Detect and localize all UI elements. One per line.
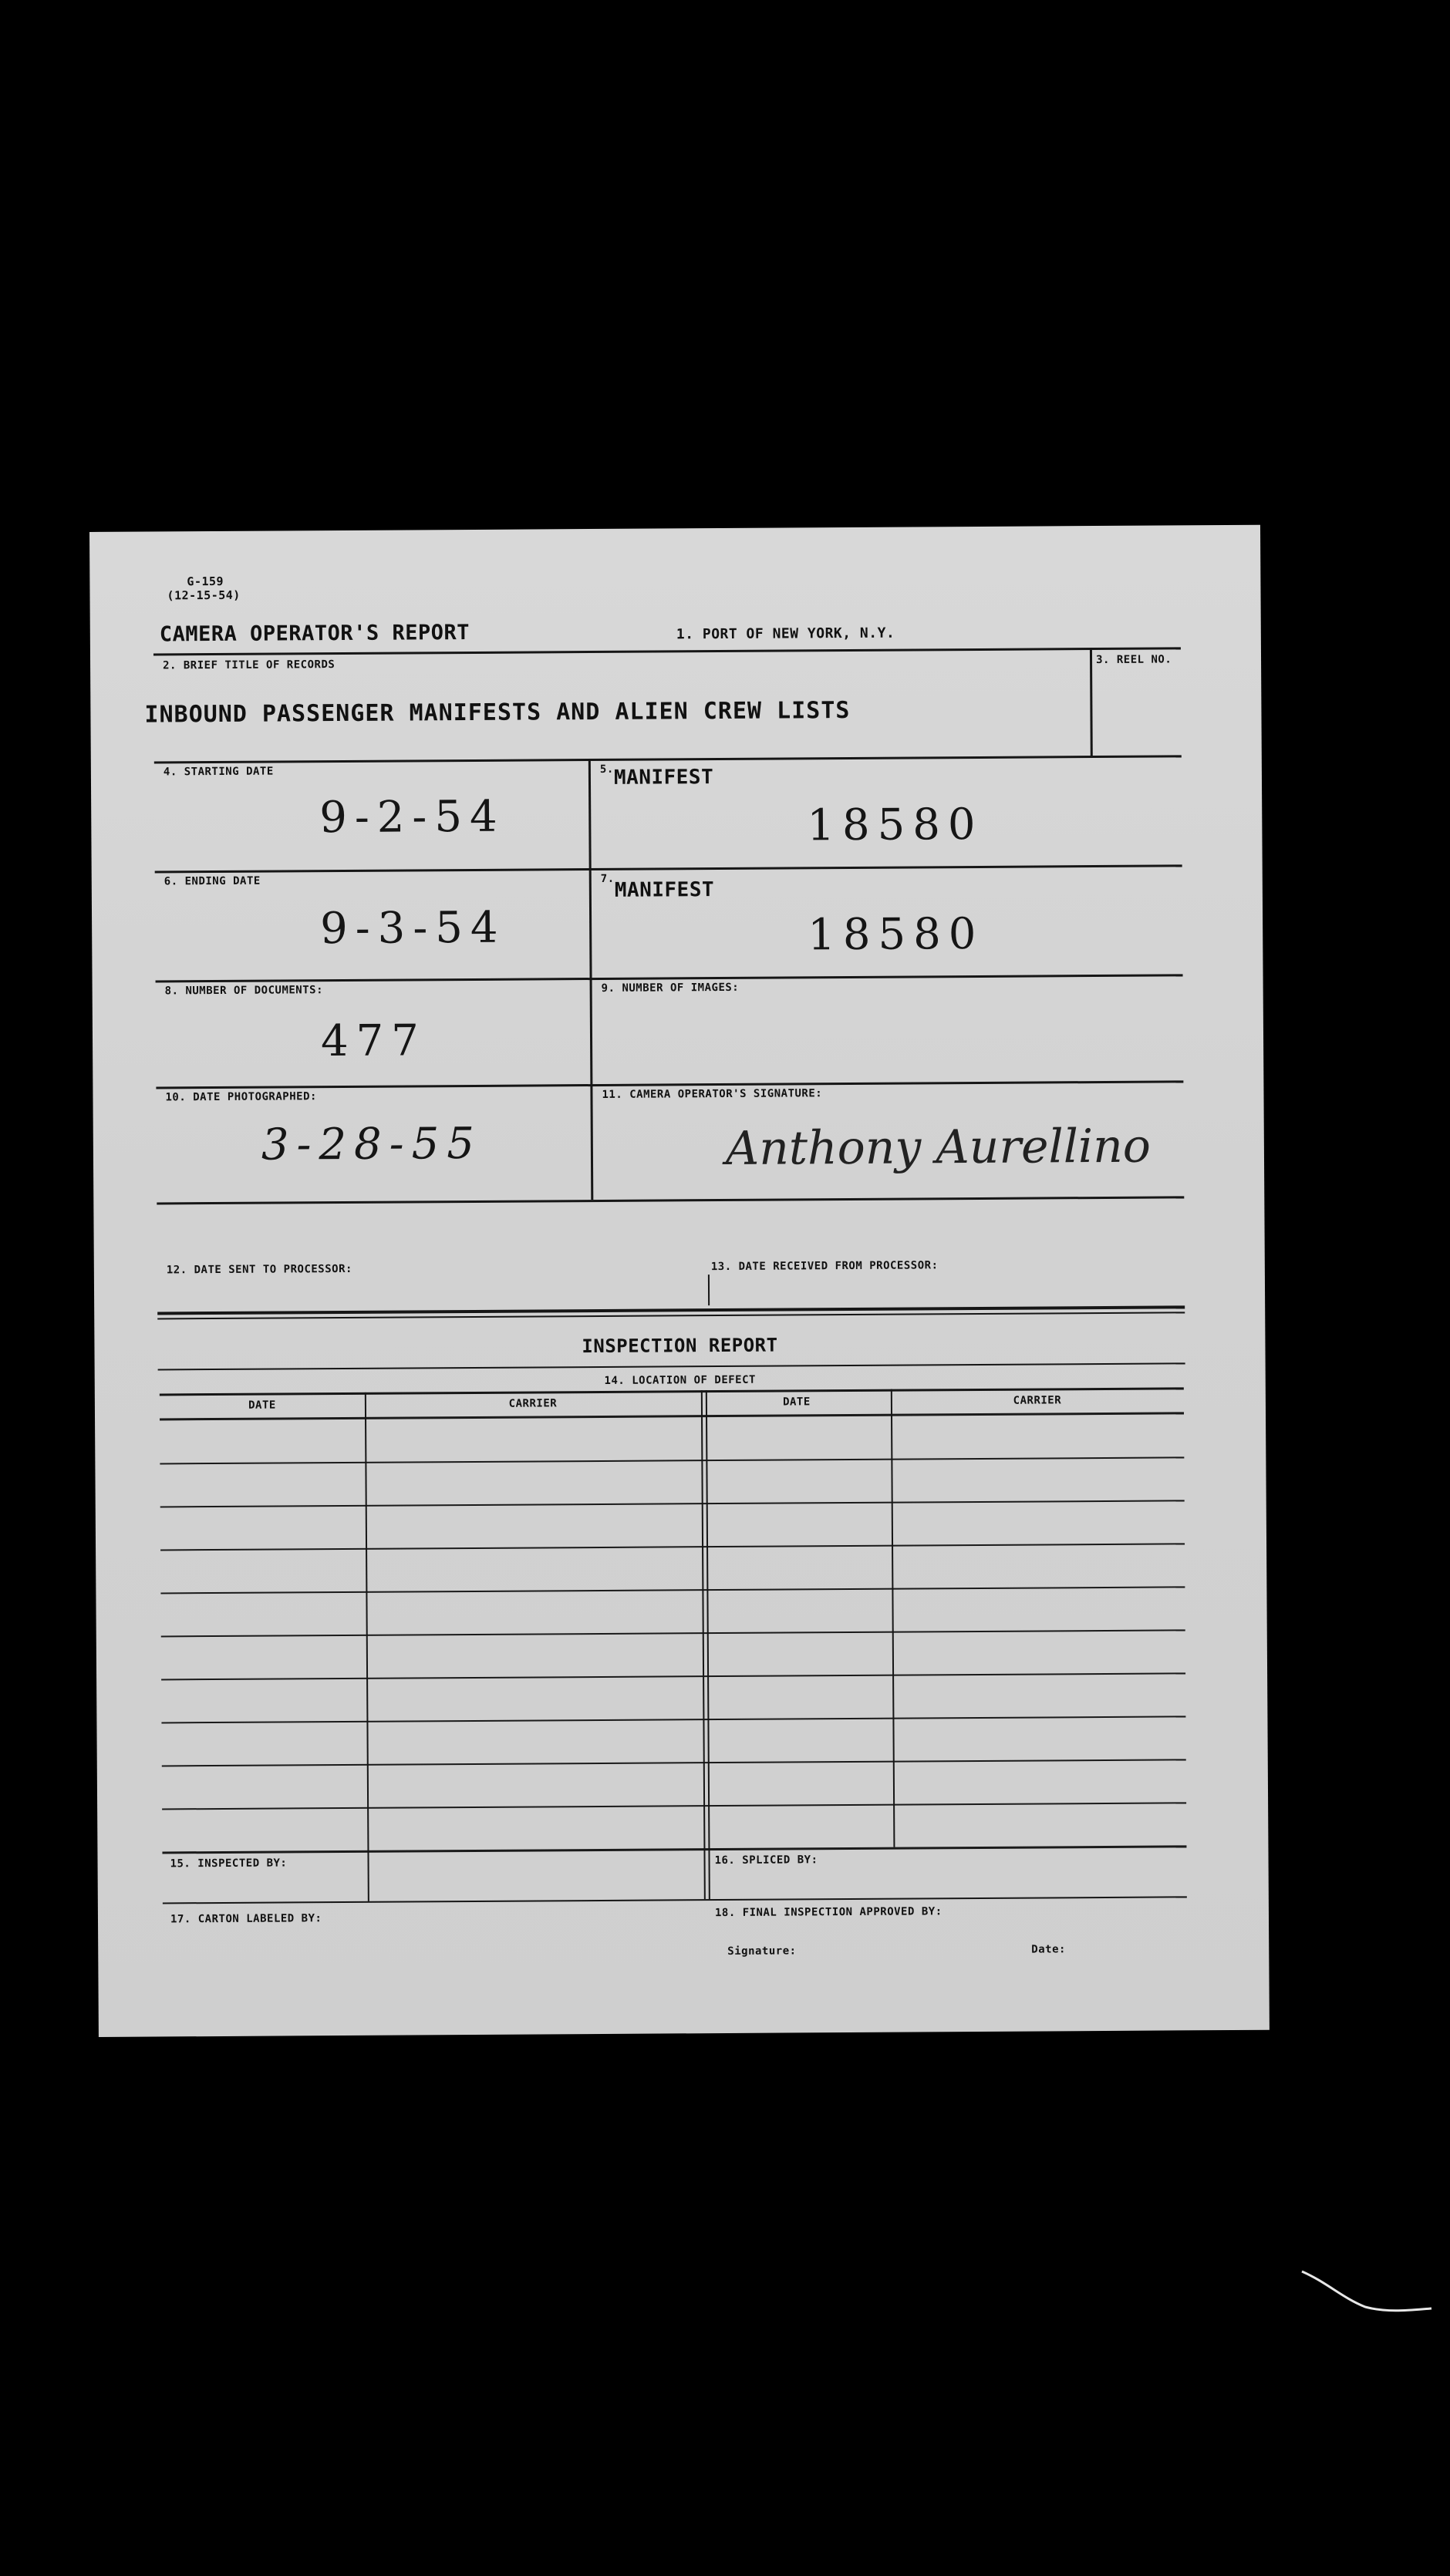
date-received-label: 13. DATE RECEIVED FROM PROCESSOR:: [710, 1259, 939, 1274]
field7-typed: MANIFEST: [614, 878, 715, 902]
starting-date-value: 9-2-54: [319, 791, 505, 844]
form-number: G-159: [187, 574, 224, 589]
rule-row-2: [155, 864, 1182, 873]
report-title: CAMERA OPERATOR'S REPORT: [159, 620, 470, 647]
table-row-line: [161, 1672, 1185, 1680]
table-row-line: [161, 1629, 1185, 1637]
num-documents-value: 477: [320, 1015, 427, 1067]
ending-date-label: 6. ENDING DATE: [164, 874, 261, 888]
final-inspection-label: 18. FINAL INSPECTION APPROVED BY:: [714, 1905, 942, 1920]
col-divider-2b: [706, 1390, 710, 1899]
col-carrier-1: CARRIER: [508, 1397, 558, 1410]
final-signature-label: Signature:: [727, 1945, 797, 1958]
inspected-by-label: 15. INSPECTED BY:: [170, 1857, 288, 1871]
table-bottom-rule: [162, 1845, 1186, 1854]
table-row-line: [160, 1500, 1185, 1507]
field5-typed: MANIFEST: [613, 766, 714, 790]
rule-row-1: [154, 755, 1182, 763]
reel-label: 3. REEL NO.: [1095, 653, 1172, 667]
col-date-2: DATE: [783, 1396, 811, 1409]
field5-label: 5.: [599, 763, 614, 776]
location-label: 14. LOCATION OF DEFECT: [604, 1373, 757, 1387]
col-carrier-2: CARRIER: [1013, 1394, 1062, 1407]
field5-value: 18580: [807, 799, 983, 851]
date-sent-label: 12. DATE SENT TO PROCESSOR:: [166, 1262, 352, 1277]
brief-title-value: INBOUND PASSENGER MANIFESTS AND ALIEN CREW LISTS: [144, 696, 851, 729]
table-row-line: [162, 1759, 1186, 1766]
signature-label: 11. CAMERA OPERATOR'S SIGNATURE:: [602, 1087, 823, 1101]
document-sheet: [89, 525, 1270, 2037]
reel-divider: [1090, 648, 1093, 756]
form-date: (12-15-54): [167, 588, 241, 603]
table-row-line: [161, 1716, 1185, 1723]
rule-row-5: [157, 1196, 1184, 1204]
spliced-by-label: 16. SPLICED BY:: [714, 1854, 818, 1867]
col-date-1: DATE: [248, 1399, 276, 1412]
starting-date-label: 4. STARTING DATE: [163, 765, 274, 779]
date-received-tick: [708, 1275, 710, 1305]
film-scratch-mark: [1296, 2259, 1435, 2321]
carton-labeled-label: 17. CARTON LABELED BY:: [170, 1912, 322, 1926]
field7-value: 18580: [808, 908, 984, 961]
col-divider-1: [365, 1392, 369, 1901]
field7-label: 7.: [600, 872, 615, 885]
operator-signature: Anthony Aurellino: [725, 1119, 1152, 1176]
brief-title-label: 2. BRIEF TITLE OF RECORDS: [163, 658, 336, 672]
port-label: 1. PORT OF NEW YORK, N.Y.: [676, 625, 895, 643]
table-row-line: [162, 1802, 1186, 1810]
rule-footer: [163, 1896, 1187, 1904]
date-photographed-label: 10. DATE PHOTOGRAPHED:: [165, 1090, 317, 1104]
num-images-label: 9. NUMBER OF IMAGES:: [601, 981, 740, 995]
date-photographed-value: 3-28-55: [261, 1118, 483, 1170]
inspection-title: INSPECTION REPORT: [582, 1334, 778, 1358]
final-date-label: Date:: [1031, 1943, 1066, 1956]
num-documents-label: 8. NUMBER OF DOCUMENTS:: [164, 984, 324, 998]
rule-top: [153, 647, 1181, 655]
ending-date-value: 9-3-54: [319, 902, 506, 955]
col-divider-2: [701, 1390, 706, 1899]
table-row-line: [160, 1456, 1184, 1464]
table-header-rule: [160, 1412, 1184, 1420]
table-row-line: [160, 1586, 1185, 1594]
table-row-line: [160, 1543, 1185, 1551]
